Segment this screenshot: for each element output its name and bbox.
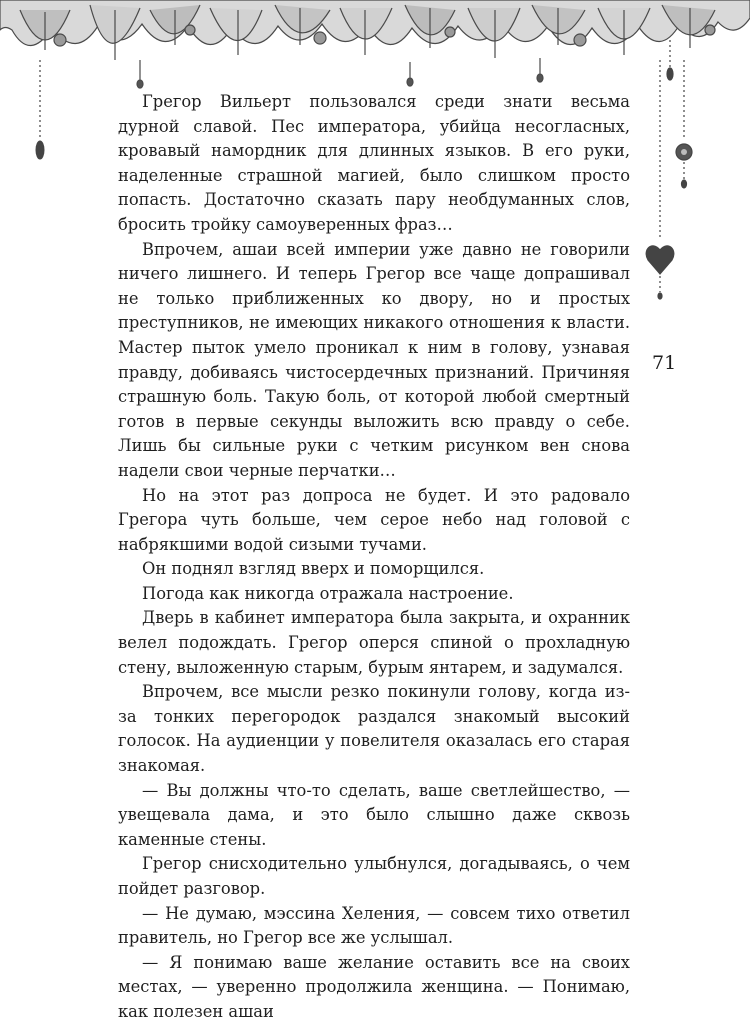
body-text (118, 90, 630, 1025)
paragraph: Но на этот раз допроса не будет. И это радовало Грегора чуть больше, чем серое небо над головой с набрякшими водой сизыми тучами. (118, 485, 630, 554)
paragraph: Впрочем, ашаи всей империи уже давно не говорили ничего лишнего. И теперь Грегор все чаще допрашивал не только приближенных ко двору, но и простых преступников, не имеющих никакого отношения к власти. Мастер пыток умело проникал к ним в голову, узнавая правду, добиваясь чистосердечных признаний. Причиняя страшную боль. Такую боль, от которой любой смертный готов в первые секунды выложить всю правду о себе. Лишь бы сильные руки с четким рисунком вен снова надели свои черные перчатки… (118, 239, 630, 480)
paragraph: — Я понимаю ваше желание оставить все на своих местах, — уверенно продолжила женщина. — Понимаю, как полезен ашаи (118, 952, 630, 1021)
paragraph: — Не думаю, мэссина Хеления, — совсем тихо ответил правитель, но Грегор все же услышал. (118, 903, 630, 948)
left-pendant-chain (20, 60, 60, 180)
paragraph: Он поднял взгляд вверх и поморщился. (142, 559, 485, 579)
paragraph: — Вы должны что-то сделать, ваше светлейшество, — увещевала дама, и это было слышно даже сквозь каменные стены. (118, 780, 630, 849)
page-number: 71 (652, 352, 677, 374)
right-pendant-chains (640, 0, 700, 320)
paragraph: Грегор Вильерт пользовался среди знати весьма дурной славой. Пес императора, убийца несогласных, кровавый намордник для длинных языков. В его руки, наделенные страшной магией, было слишком просто попасть. Достаточно сказать пару необдуманных слов, бросить тройку самоуверенных фраз… (118, 92, 630, 234)
paragraph: Впрочем, все мысли резко покинули голову, когда из-за тонких перегородок раздался знакомый высокий голосок. На аудиенции у повелителя оказалась его старая знакомая. (118, 682, 630, 776)
paragraph: Дверь в кабинет императора была закрыта, и охранник велел подождать. Грегор оперся спиной о прохладную стену, выложенную старым, бурым янтарем, и задумался. (118, 608, 630, 677)
paragraph: Грегор снисходительно улыбнулся, догадываясь, о чем пойдет разговор. (118, 854, 630, 898)
paragraph: Погода как никогда отражала настроение. (142, 583, 514, 603)
ornamental-header-decoration (0, 0, 750, 100)
